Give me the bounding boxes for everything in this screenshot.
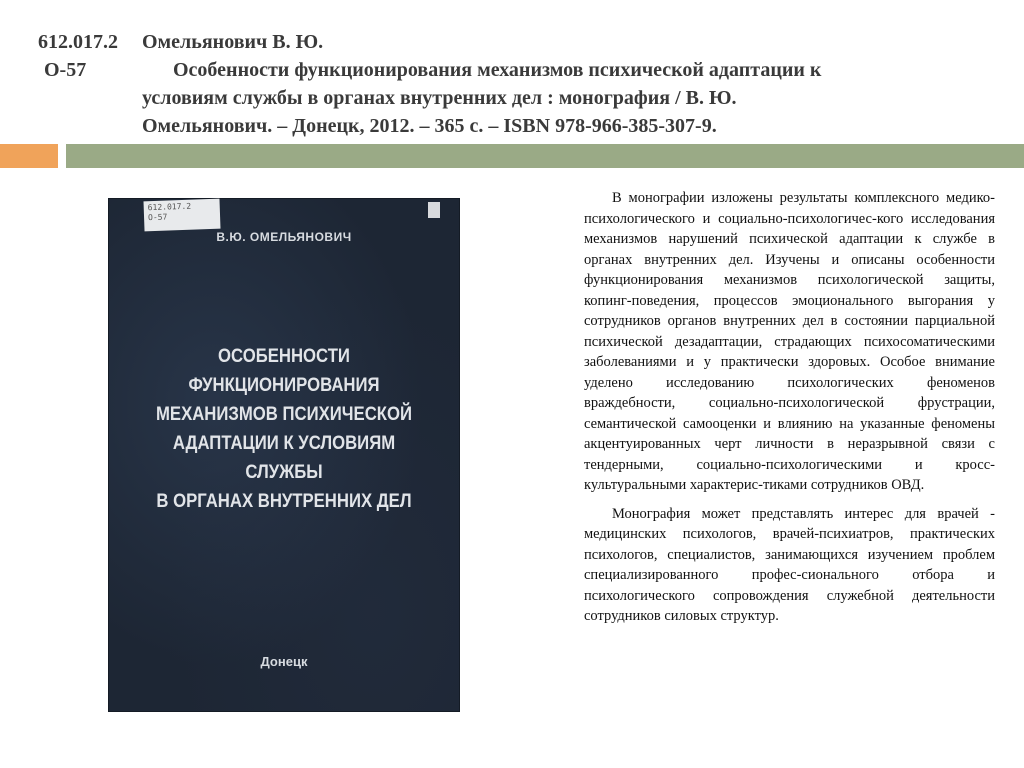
- description-paragraph-2: Монография может представлять интерес для врачей - медицинских психологов, врачей-психиатров, практических психологов, специалистов, занимающихся изучением проблем специализированного профес-сионального отбора и психологического сопровождения служебной деятельности сотрудников силовых структур.: [584, 505, 995, 624]
- accent-bar-orange: [0, 144, 58, 168]
- cover-title-line: АДАПТАЦИИ К УСЛОВИЯМ СЛУЖБЫ: [172, 433, 396, 483]
- cover-title-line: МЕХАНИЗМОВ ПСИХИЧЕСКОЙ: [155, 404, 412, 425]
- cover-author: В.Ю. ОМЕЛЬЯНОВИЧ: [216, 230, 352, 244]
- header-title-line-2: условиям службы в органах внутренних дел : монография / В. Ю.: [142, 87, 737, 109]
- header-title-line-3: Омельянович. – Донецк, 2012. – 365 с. – ISBN 978-966-385-307-9.: [142, 115, 717, 137]
- description-paragraph-1: В монографии изложены результаты комплексного медико-психологического и социально-психологичес-кого исследования механизмов нарушений психической адаптации к службе в органах внутренних дел. Изучены и описаны особенности функционирования механизмов психологической защиты, копинг-поведения, процессов эмоционального выгорания у сотрудников органов внутренних дел в состоянии парциальной психической дезадаптации, страдающих психосоматическими заболеваниями и у практически здоровых. Особое внимание уделено исследованию психологических феноменов враждебности, социально-психологической фрустрации, семантической самооценки и влиянию на указанные феномены акцентуированных черт личности в неразрывной связи с тендерными, социально-психологическими и кросс-культуральными характерис-тиками сотрудников ОВД.: [584, 190, 995, 493]
- library-sticker-small: [428, 202, 440, 218]
- cover-title-line: ОСОБЕННОСТИ ФУНКЦИОНИРОВАНИЯ: [188, 346, 380, 396]
- catalog-udc: 612.017.2: [38, 31, 118, 53]
- cover-city: Донецк: [260, 654, 308, 669]
- book-description: [584, 188, 995, 627]
- cover-title: [145, 342, 423, 516]
- header-author: Омельянович В. Ю.: [142, 31, 324, 53]
- cover-title-line: В ОРГАНАХ ВНУТРЕННИХ ДЕЛ: [156, 491, 412, 512]
- catalog-author-mark: О-57: [44, 59, 87, 81]
- bibliographic-header: [38, 28, 1008, 140]
- library-sticker: 612.017.2 О-57: [143, 199, 220, 232]
- header-line-1: [38, 28, 1008, 56]
- accent-bar-green: [66, 144, 1024, 168]
- header-title-line-1: Особенности функционирования механизмов психической адаптации к: [173, 59, 822, 81]
- header-line-2: [38, 56, 1008, 84]
- book-cover-photo: [108, 198, 460, 712]
